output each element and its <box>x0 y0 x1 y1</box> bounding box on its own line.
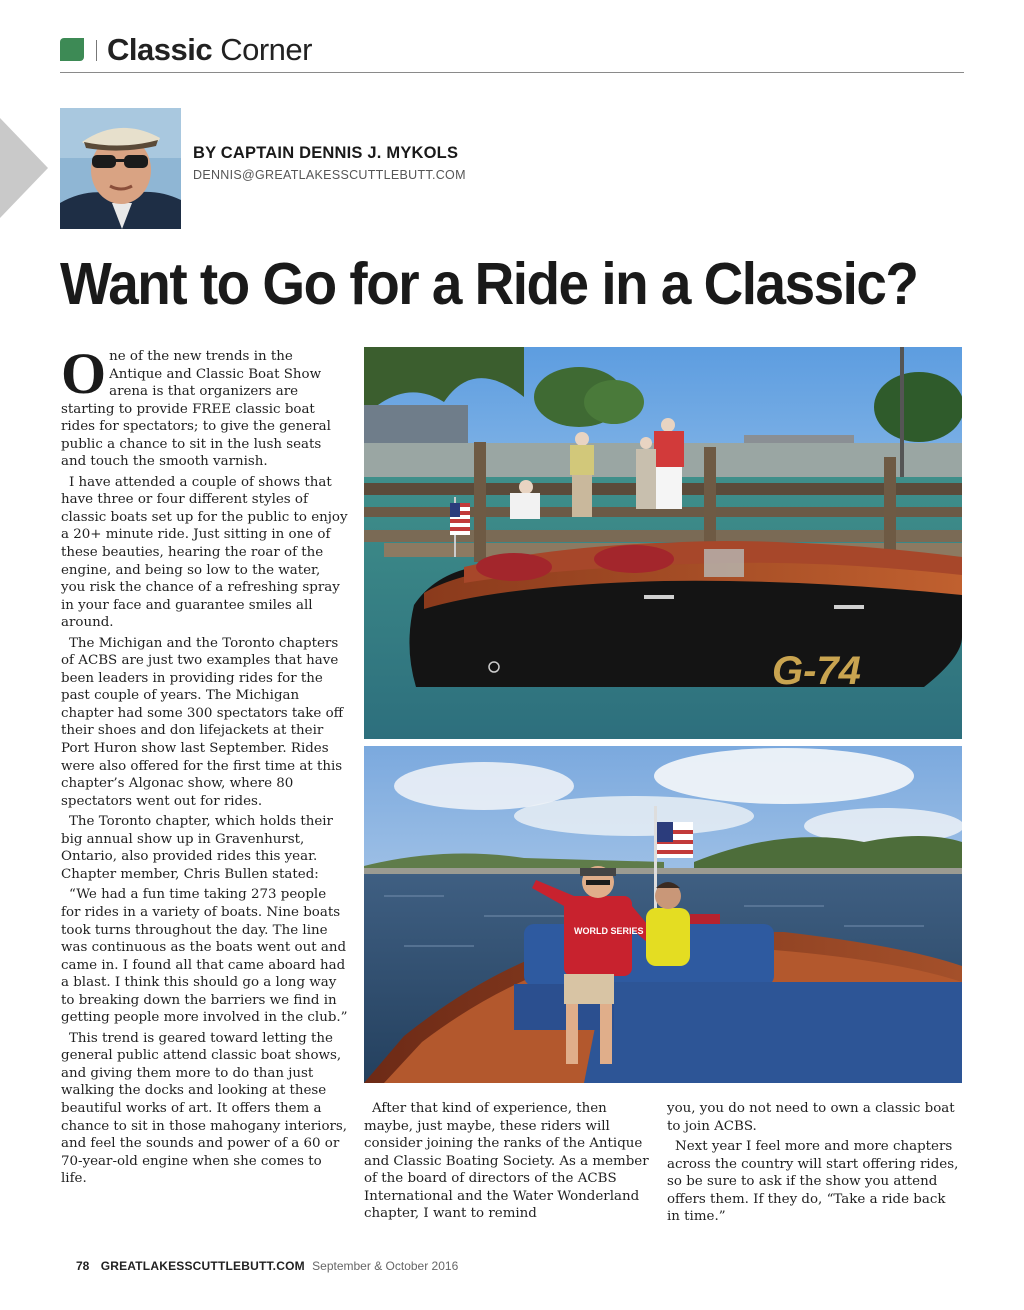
article-column-1 <box>61 341 348 1191</box>
page-number: 78 <box>76 1259 90 1273</box>
article-paragraph-continued: you, you do not need to own a classic boat to join ACBS. <box>667 1101 955 1134</box>
article-column-3 <box>667 1100 959 1229</box>
issue-date: September & October 2016 <box>312 1259 459 1273</box>
section-title-light: Corner <box>220 32 312 67</box>
author-email[interactable]: DENNIS@GREATLAKESSCUTTLEBUTT.COM <box>193 168 466 182</box>
author-byline: BY CAPTAIN DENNIS J. MYKOLS <box>193 144 459 162</box>
boat-ride-photo <box>364 746 962 1083</box>
footer-site[interactable]: GREATLAKESSCUTTLEBUTT.COM <box>100 1259 305 1273</box>
boat-number: G-74 <box>772 649 861 693</box>
article-paragraph: This trend is geared toward letting the general public attend classic boat shows, and giving them more to do than just walking the docks and looking at these beautiful works of art. It offers them a chance to sit in those mahogany interiors, and feel the sounds and power of a 60 or 70-year-old engine when she comes to life. <box>61 1030 348 1187</box>
section-logo-mark <box>60 38 84 61</box>
article-quote-paragraph: “We had a fun time taking 273 people for rides in a variety of boats. Nine boats took turns throughout the day. The line was continuous as the boats went out and came in. I found all that came aboard had a blast. I think this should go a long way to breaking down the barriers we find in getting people more involved in the club.” <box>61 887 348 1026</box>
article-lead-paragraph <box>61 341 348 471</box>
article-headline: Want to Go for a Ride in a Classic? <box>60 251 918 317</box>
article-paragraph: I have attended a couple of shows that have three or four different styles of classic boats set up for the public to enjoy a 20+ minute ride. Just sitting in one of these beauties, hearing the roar of the engine, and being so low to the water, you risk the chance of a refreshing spray in your face and guarantee smiles all around. <box>61 474 348 631</box>
article-column-2 <box>364 1100 654 1223</box>
section-title <box>107 30 312 70</box>
drop-cap: O <box>61 341 107 406</box>
article-paragraph: The Toronto chapter, which holds their big annual show up in Gravenhurst, Ontario, also provided rides this year. Chapter member, Chris Bullen stated: <box>61 814 333 882</box>
section-title-bold: Classic <box>107 32 213 67</box>
article-paragraph: After that kind of experience, then maybe, just maybe, these riders will consider joining the ranks of the Antique and Classic Boating Society. As a member of the board of directors of the ACBS International and the Water Wonderland chapter, I want to remind <box>364 1101 649 1222</box>
lead-text: ne of the new trends in the Antique and Classic Boat Show arena is that organizers are starting to provide FREE classic boat rides for spectators; to give the general public a chance to sit in the lush seats and touch the smooth varnish. <box>61 349 331 470</box>
sweatshirt-text: WORLD SERIES <box>574 926 644 936</box>
article-paragraph: Next year I feel more and more chapters across the country will start offering rides, so be sure to ask if the show you attend offers them. If they do, “Take a ride back in time.” <box>667 1139 959 1225</box>
page-edge-arrow <box>0 118 48 218</box>
section-divider <box>96 40 97 61</box>
header-rule <box>60 72 964 73</box>
article-paragraph: The Michigan and the Toronto chapters of ACBS are just two examples that have been leaders in providing rides for the past couple of years. The Michigan chapter had some 300 spectators take off their shoes and don lifejackets at their Port Huron show last September. Rides were also offered for the first time at this chapter’s Algonac show, where 80 spectators went out for rides. <box>61 635 344 809</box>
boat-dock-photo <box>364 347 962 739</box>
author-photo <box>60 108 181 229</box>
page-footer <box>76 1259 458 1273</box>
